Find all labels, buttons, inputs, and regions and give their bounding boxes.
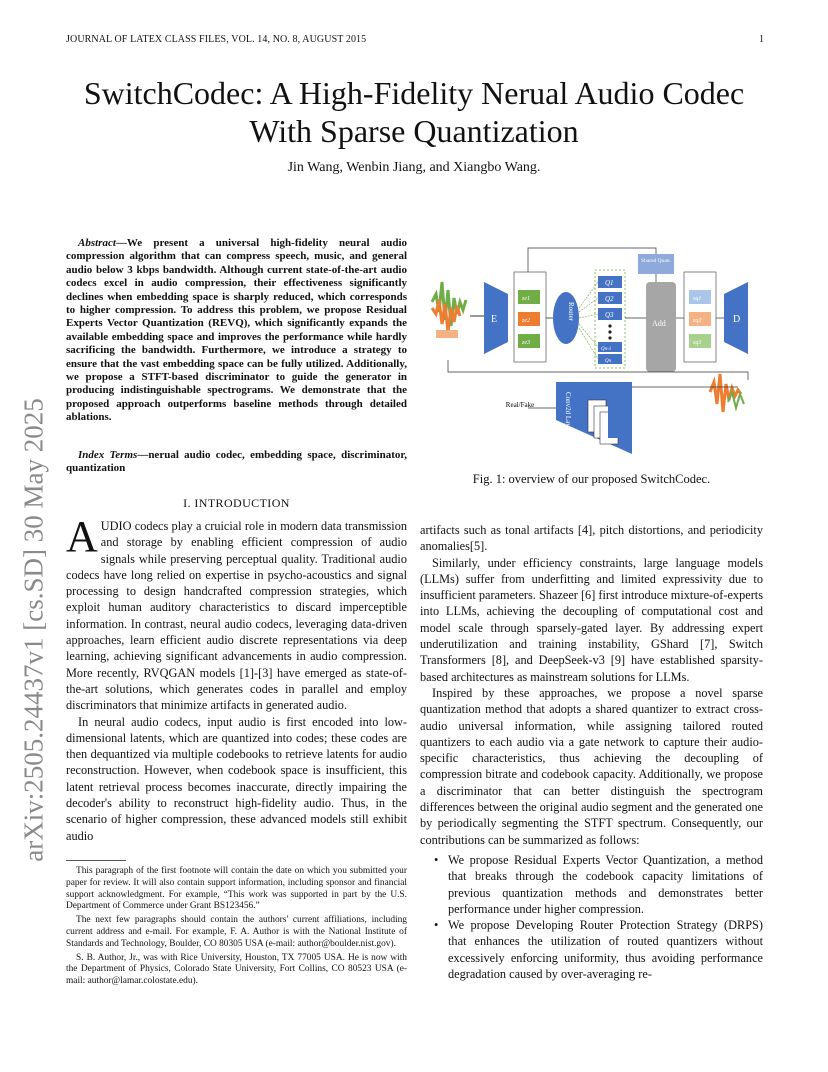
footnote-1: This paragraph of the first footnote will contain the date on which you submitted your paper for review. It will also contain support information, including sponsor and financial support acknowledgment. For example, “This work was supported in part by the U.S. Department of Commerce under Grant BS123456.”	[66, 866, 407, 912]
intro-paragraph-1-text: UDIO codecs play a cruicial role in modern data transmission and storage by enabling efficient compression of audio signals while preserving perceptual quality. Traditional audio codecs have long relied on expertise in psycho-acoustics and signal processing to design handcrafted compression strategies, which exploit human auditory characteristics to discard imperceptible information. In contrast, neural audio codecs, leveraging data-driven approaches, learn efficient audio discrete representations via deep learning, achieving significant advancements in audio compression. More recently, RVQGAN models [1]-[3] have emerged as state-of-the-art solutions, which generates codes in parallel and employ discriminators that minimize artifacts in generated audio.	[66, 519, 407, 713]
page-number: 1	[759, 34, 764, 45]
input-waveform-icon	[432, 282, 466, 338]
footnote-3: S. B. Author, Jr., was with Rice University, Houston, TX 77005 USA. He is now with the Department of Physics, Colorado State University, Fort Collins, CO 80523 USA (e-mail: author@lamar.colostate.edu).	[66, 952, 407, 987]
contribution-item: • We propose Residual Experts Vector Quantization, a method that breaks through the codebook capacity limitations of previous quantization methods and demonstrates better performance under higher compression.	[420, 852, 763, 917]
abstract	[66, 237, 407, 425]
footnote-2: The next few paragraphs should contain the authors' current affiliations, including current address and e-mail. For example, F. A. Author is with the National Institute of Standards and Technology, Boulder, CO 80305 USA (e-mail: author@boulder.nist.gov).	[66, 915, 407, 949]
zq3-label: zq3	[693, 340, 702, 346]
zq1-label: zq1	[693, 296, 702, 302]
router-label: Router	[567, 302, 575, 322]
journal-header: JOURNAL OF LATEX CLASS FILES, VOL. 14, NO. 8, AUGUST 2015	[66, 34, 367, 45]
real-fake-label: Real/Fake	[505, 401, 535, 409]
figure-caption: Fig. 1: overview of our proposed SwitchCodec.	[472, 472, 711, 486]
index-terms-label: Index Terms	[78, 449, 138, 461]
section-heading: I. INTRODUCTION	[183, 496, 290, 510]
abstract-label: Abstract	[78, 237, 116, 249]
footnotes	[66, 866, 407, 990]
q2-label: Q2	[605, 295, 614, 303]
paper-title: SwitchCodec: A High-Fidelity Nerual Audio Codec With Sparse Quantization	[83, 75, 745, 149]
contributions-list	[420, 852, 763, 982]
output-waveform-icon	[710, 374, 744, 412]
conv-label: Conv2d Layers	[564, 392, 572, 435]
ze3-label: ze3	[522, 340, 530, 346]
architecture-figure	[428, 242, 763, 467]
zq2-label: zq2	[693, 318, 702, 324]
arxiv-stamp	[4, 300, 64, 960]
intro-right-paragraph-2: Inspired by these approaches, we propose a novel sparse quantization method that adopts a shared quantizer to extract cross-audio universal information, while assigning tailored routed quantizers to each audio via a gate network to capture their audio-specific characteristics, thus achieving the decoupling of compression bitrate and codebook capacity. Additionally, we propose a discriminator that can better distinguish the spectrogram differences between the original audio segment and the generated one by periodically segmenting the STFT spectrum. Consequently, our contributions can be summarized as follows:	[420, 685, 763, 847]
index-terms-text: —nerual audio codec, embedding space, discriminator, quantization	[66, 449, 407, 475]
dropcap: A	[66, 512, 98, 561]
ze2-label: ze2	[522, 318, 530, 324]
intro-right-paragraph-0: artifacts such as tonal artifacts [4], pitch distortions, and periodicity anomalies[5].	[420, 523, 763, 554]
index-terms	[66, 449, 407, 476]
q1-label: Q1	[605, 279, 614, 287]
intro-right-column	[420, 522, 763, 982]
intro-paragraph-2: In neural audio codecs, input audio is first encoded into low-dimensional latents, which are quantized into codes; these codes are then dequantized via multiple codebooks to retrieve latents for audio reconstruction. However, when codebook space is insufficient, this latent retrieval process becomes inaccurate, directly impairing the decoder's ability to reconstruct high-fidelity audio. Thus, in the scenario of higher compression, these advanced models still exhibit audio	[66, 714, 407, 843]
abstract-text: —We present a universal high-fidelity neural audio compression algorithm that can compress speech, music, and general audio below 3 kbps bandwidth. Although current state-of-the-art audio codecs excel in audio compression, their effectiveness significantly declines when embedding space is sharply reduced, which corresponds to higher compression. To address this problem, we propose Residual Experts Vector Quantization (REVQ), which significantly expands the available embedding space and improves the performance while hardly sacrificing the bandwidth. Furthermore, we introduce a strategy to ensure that the vast embedding space can be fully utilized. Additionally, we propose a STFT-based discriminator to guide the generator in producing indistinguishable spectrograms. We demonstrate that the proposed approach outperforms baseline methods through detailed ablations.	[66, 237, 407, 424]
footnote-rule	[66, 860, 126, 861]
intro-left-column	[66, 512, 407, 844]
shared-quantizer-label: Shared Quan.	[641, 258, 671, 264]
add-label: Add	[652, 319, 666, 328]
arxiv-id: arXiv:2505.24437v1 [cs.SD] 30 May 2025	[18, 398, 49, 862]
qn-label: Qn	[605, 359, 612, 364]
q3-label: Q3	[605, 311, 614, 319]
qn1-label: Qn-1	[601, 347, 612, 352]
encoder-label: E	[491, 314, 498, 325]
decoder-label: D	[733, 314, 741, 325]
contribution-item: • We propose Developing Router Protection Strategy (DRPS) that enhances the utilization of routed quantizers without excessively enforcing uniformity, thus avoiding performance degradation caused by over-averaging re-	[420, 917, 763, 982]
intro-right-paragraph-1: Similarly, under efficiency constraints, large language models (LLMs) suffer from underfitting and limited expressivity due to insufficient parameters. Shazeer [6] first introduce mixture-of-experts into LLMs, achieving the decoupling of computational cost and model scale through sparsely-gated layer. By addressing expert underutilization and training instability, GShard [7], Switch Transformers [8], and DeepSeek-v3 [9] have established sparsity-based architectures as mainstream solutions for LLMs.	[420, 555, 763, 684]
paper-authors: Jin Wang, Wenbin Jiang, and Xiangbo Wang.	[287, 160, 541, 175]
shared-quantizer-box	[638, 254, 674, 274]
intro-paragraph-1	[66, 512, 407, 714]
ze1-label: ze1	[522, 296, 530, 302]
